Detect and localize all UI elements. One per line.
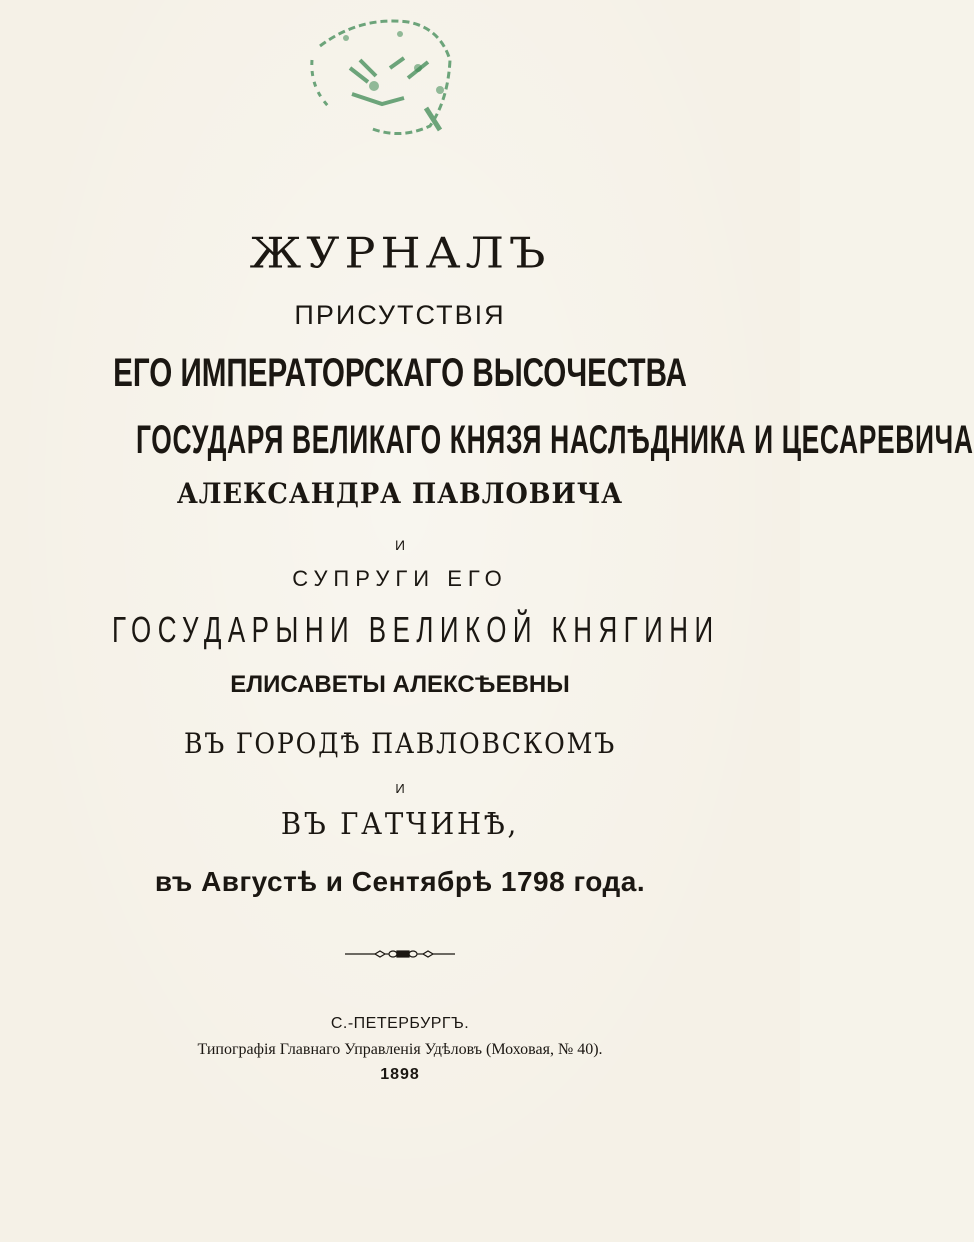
imprint-year: 1898: [380, 1066, 420, 1083]
presence-heading: ПРИСУТСТВІЯ: [294, 300, 506, 330]
imprint-city: С.-ПЕТЕРБУРГЪ.: [330, 1015, 470, 1032]
highness-heading: ЕГО ИМПЕРАТОРСКАГО ВЫСОЧЕСТВА: [113, 351, 687, 395]
conjunction-1: И: [394, 537, 406, 553]
imprint-printer: Типографія Главнаго Управленія Удѣловъ (Моховая, № 40).: [197, 1041, 603, 1058]
grand-duchess-heading: ГОСУДАРЫНИ ВЕЛИКОЙ КНЯГИНИ: [112, 609, 720, 650]
ornament-divider-icon: [345, 946, 455, 962]
elisaveta-name: ЕЛИСАВЕТЫ АЛЕКСѢЕВНЫ: [230, 671, 570, 698]
pavlovsk-location: ВЪ ГОРОДѢ ПАВЛОВСКОМЪ: [183, 727, 617, 760]
conjunction-2: И: [395, 781, 405, 796]
date-line: въ Августѣ и Сентябрѣ 1798 года.: [154, 866, 646, 897]
spouse-heading: СУПРУГИ ЕГО: [292, 566, 508, 591]
gatchina-location: ВЪ ГАТЧИНѢ,: [280, 807, 520, 842]
alexander-name: АЛЕКСАНДРА ПАВЛОВИЧА: [176, 477, 624, 510]
library-stamp-icon: [290, 8, 465, 143]
journal-title: ЖУРНАЛЪ: [249, 228, 551, 278]
grand-duke-heading: ГОСУДАРЯ ВЕЛИКАГО КНЯЗЯ НАСЛѢДНИКА И ЦЕСАРЕВИЧА: [136, 418, 974, 462]
